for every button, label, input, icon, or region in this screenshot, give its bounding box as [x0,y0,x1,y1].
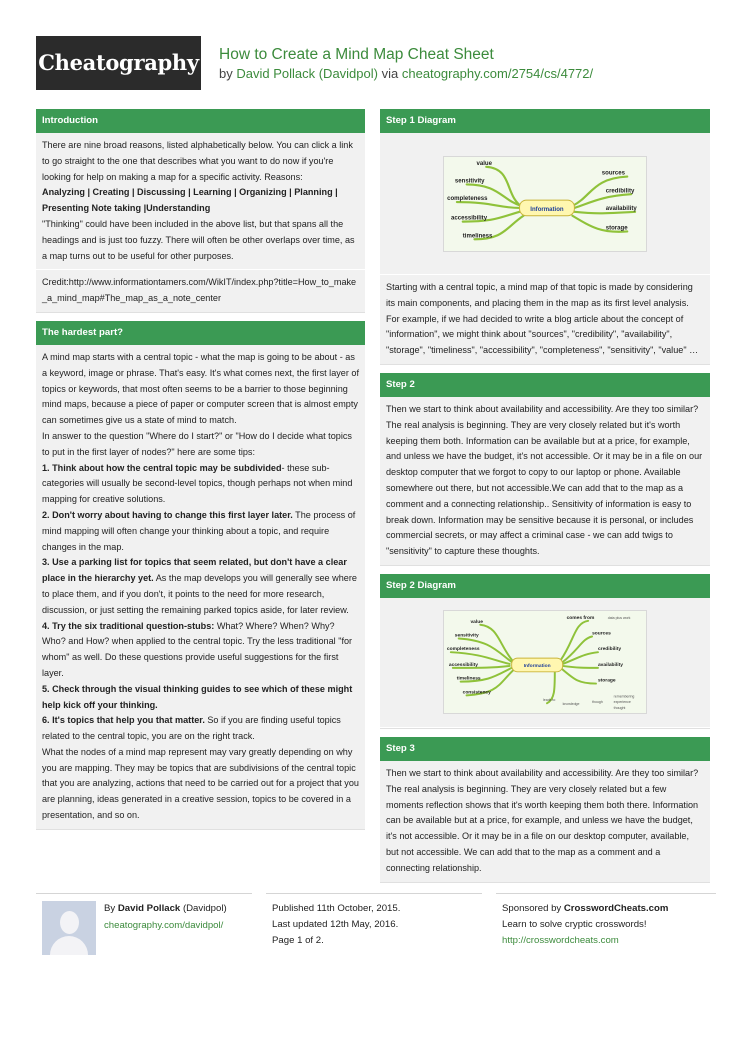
sponsor-link[interactable]: http://crosswordcheats.com [502,935,619,946]
hardest-part-section [36,321,365,830]
section-heading: Step 3 [380,737,710,761]
diagram-twig: experience [613,700,631,705]
section-heading: Introduction [36,109,365,133]
step2-diagram-section [380,574,710,729]
diagram-node: Information [523,664,551,670]
footer-author-name: David Pollack [117,903,181,914]
sheet-title[interactable]: How to Create a Mind Map Cheat Sheet [219,46,494,63]
sheet-url-link[interactable]: cheatography.com/2754/cs/4772/ [401,66,594,81]
diagram-node: completeness [446,647,480,653]
diagram-node: accessibility [451,215,488,222]
diagram-node: availability [605,205,637,212]
byline [219,66,593,81]
diagram-node: timeliness [456,677,481,683]
diagram-node: sensitivity [454,633,479,639]
diagram-twig: data plus work [607,616,631,621]
diagram-node: storage [605,224,628,231]
section-heading: Step 1 Diagram [380,109,710,133]
diagram-node: availability [597,663,623,669]
sponsor-name[interactable]: CrosswordCheats.com [563,903,669,914]
intro-paragraph: There are nine broad reasons, listed alphabetically below. You can click a link to go straight to the one that describes what you want to do now if you're looking for help on making a map for a specific activity. Reasons: [42,140,353,182]
published-date: Published 11th October, 2015. [272,903,401,914]
diagram-node: sources [592,631,611,637]
page-number: Page 1 of 2. [272,935,324,946]
tip-6: 6. It's topics that help you that matter. So if you are finding useful topics related to the central topic, you are on the right track. [42,715,341,742]
diagram-twig: thought [613,706,626,711]
step3-paragraph: Then we start to think about availability and accessibility. Are they too similar? The real analysis is beginning. They are very closely related but a few moments reflection shows that it's worth keeping them both there. Information can be available but at a price, for example, and unless we have the budget, it's not accessible. Or it may be in a file on our desktop computer, available, but not accessible. We can add that to the map as a comment and a connecting relationship. [386,767,699,873]
step1-diagram-section [380,109,710,365]
tip-3: 3. Use a parking list for topics that seem related, but don't have a clear place in the hierarchy yet. As the map develops you will generally see where to place them, and if you don't, it points to the need for more research, discussion, or just setting the remaining parked topics aside, for later review. [42,557,357,615]
diagram-node: sensitivity [454,177,485,184]
diagram-twig: leads to [543,698,556,703]
hardest-paragraph-3: What the nodes of a mind map represent may vary greatly depending on why you are mapping. They may be topics that are subdivisions of the central topic that you are analyzing, actions that need to be carried out for a project that you are planning, ideas generated in a creative session, topics to be covered in a presentation, and so on. [42,746,359,821]
introduction-section [36,109,365,313]
tip-1: 1. Think about how the central topic may be subdivided- these sub-categories will usually be second-level topics, though perhaps not when mind mapping for creative solutions. [42,462,353,505]
diagram-node: value [476,160,492,167]
step2-paragraph: Then we start to think about availability and accessibility. Are they too similar? The real analysis is beginning. They are very closely related but it's worth keeping them both. Information can be available but at a price, for example, and unless we have the budget, it's not accessible. Or it may be in a file on our desktop computer that we forgot to copy to our laptop or phone. Available somewhere out there, but not accessible.We can add that to the map as a comment and a connecting relationship.. Sensitivity of information is easy to break down. Information may be sensitive because it is personal, or includes commercial secrets, or may affect a criminal case - we can add twigs to "sensitivity" to capture these thoughts. [386,403,703,557]
author-avatar[interactable] [42,901,96,955]
hardest-paragraph-1: A mind map starts with a central topic - what the map is going to be about - as a keyword, image or phrase. That's easy. It's what comes next, the first layer of topics or keywords, that most often seems to be a barrier to those beginning mind maps, because a piece of paper or computer screen that is almost empty can sometimes give us a state of mind to match. [42,351,360,426]
diagram-node: storage [597,679,616,685]
step1-paragraph-1: Starting with a central topic, a mind map of that topic is made by considering its main components, and placing them in the map as its first level analysis. [386,282,693,308]
mind-map-diagram-2 [443,610,647,714]
step2-section [380,373,710,566]
diagram-node: accessibility [448,663,478,669]
diagram-node: credibility [597,647,622,653]
section-heading: The hardest part? [36,321,365,345]
diagram-node: completeness [447,195,488,202]
sponsor-tagline: Learn to solve cryptic crosswords! [502,919,647,930]
author-link[interactable]: David Pollack (Davidpol) [236,66,378,81]
diagram-node: consistency [462,690,491,696]
footer-author: By David Pollack (Davidpol) [104,903,227,914]
credit-text: Credit:http://www.informationtamers.com/WikIT/index.php?title=How_to_make_a_mind_map#The_map_as_a_note_center [42,277,357,304]
step3-section [380,737,710,883]
diagram-node: credibility [605,187,635,194]
page-header [36,36,716,92]
tip-4: 4. Try the six traditional question-stubs: What? Where? When? Why? Who? and How? when applied to the central topic. Try the less traditional "for whom" as well. Do these questions provide useful suggestions for the first layer. [42,620,353,678]
cheatography-logo[interactable]: Cheatography [36,36,201,90]
tip-2: 2. Don't worry about having to change this first layer later. The process of mind mapping will often change your thinking about a topic, and require changes in the map. [42,509,356,552]
diagram-node: Information [530,206,564,213]
byline-via: via [381,66,399,81]
right-column [380,109,710,891]
updated-date: Last updated 12th May, 2016. [272,919,399,930]
mind-map-diagram-1 [443,156,647,252]
section-heading: Step 2 [380,373,710,397]
diagram-node: sources [601,170,626,177]
diagram-twig: remembering [613,694,635,699]
step1-paragraph-2: For example, if we had decided to write a blog article about the concept of "information", we might think about "sources", "credibility", "availability", "storage", "timeliness", "accessibility", "completeness", "sensitivity", "value" … [386,313,699,356]
byline-by: by [219,66,233,81]
intro-paragraph-2: "Thinking" could have been included in the above list, but that spans all the headings and is just too fuzzy. There will often be other overlaps over time, as a map turns out to be useful for other purposes. [42,218,355,261]
reasons-list: Analyzing | Creating | Discussing | Learning | Organizing | Planning | Presenting Note taking |Understanding [42,187,338,214]
diagram-node: timeliness [462,232,493,239]
page-footer [36,893,716,973]
sponsor-line: Sponsored by CrosswordCheats.com [502,903,669,914]
diagram-node: comes from [566,616,595,622]
section-heading: Step 2 Diagram [380,574,710,598]
tip-5: 5. Check through the visual thinking guides to see which of these might help kick off your thinking. [42,683,353,710]
diagram-twig: knowledge [562,702,580,707]
author-profile-link[interactable]: cheatography.com/davidpol/ [104,920,224,931]
diagram-twig: though [592,700,603,705]
hardest-paragraph-2: In answer to the question "Where do I start?" or "How do I decide what topics to put in the first layer of nodes?" here are some tips: [42,430,352,457]
diagram-node: value [470,620,483,626]
left-column [36,109,365,838]
